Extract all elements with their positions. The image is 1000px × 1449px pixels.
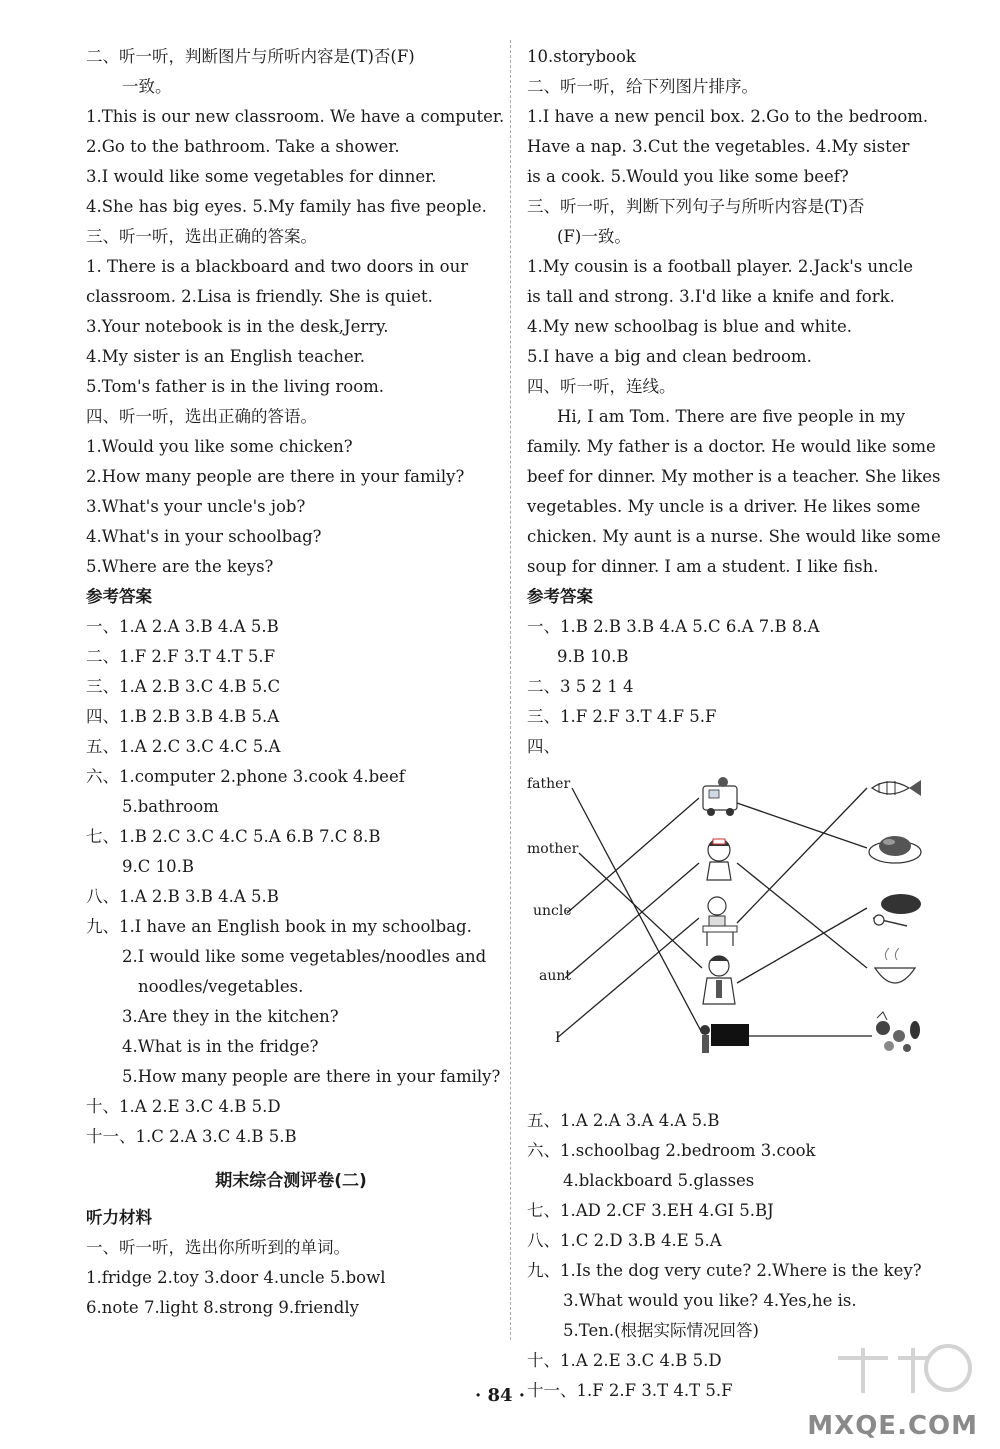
answer-line: 5.How many people are there in your family? <box>122 1067 501 1086</box>
text-line: family. My father is a doctor. He would like some <box>527 437 936 456</box>
answer-line: 一、1.A 2.A 3.B 4.A 5.B <box>86 617 279 636</box>
label-mother: mother <box>527 841 579 857</box>
doctor-picture <box>703 956 735 1004</box>
text-line: 3.Your notebook is in the desk,Jerry. <box>86 317 389 336</box>
answer-line: 三、1.A 2.B 3.C 4.B 5.C <box>86 677 281 696</box>
answer-line: 十、1.A 2.E 3.C 4.B 5.D <box>527 1351 722 1370</box>
answer-line: 5.Ten.(根据实际情况回答) <box>563 1321 759 1340</box>
answer-line: 八、1.A 2.B 3.B 4.A 5.B <box>86 887 279 906</box>
text-line: 5.Tom's father is in the living room. <box>86 377 385 396</box>
text-line: 1.This is our new classroom. We have a computer. <box>86 107 505 126</box>
answer-line: 二、3 5 2 1 4 <box>527 677 634 696</box>
left-column <box>86 42 505 1323</box>
text-line: 6.note 7.light 8.strong 9.friendly <box>86 1298 359 1317</box>
match-line <box>557 918 699 1038</box>
text-line: is a cook. 5.Would you like some beef? <box>527 167 849 186</box>
label-aunt: aunt <box>539 968 572 984</box>
driver-picture <box>703 777 737 816</box>
question-heading: 一、听一听，选出你所听到的单词。 <box>86 1238 350 1257</box>
text-line: 4.My new schoolbag is blue and white. <box>527 317 853 336</box>
text-line: 1.Would you like some chicken? <box>86 437 353 456</box>
listening-material-heading: 听力材料 <box>86 1208 152 1227</box>
answer-line: 3.Are they in the kitchen? <box>122 1007 339 1026</box>
text-line: 10.storybook <box>527 47 636 66</box>
text-line: Hi, I am Tom. There are five people in my <box>557 407 906 426</box>
answer-line: 十、1.A 2.E 3.C 4.B 5.D <box>86 1097 281 1116</box>
text-line: 4.My sister is an English teacher. <box>86 347 365 366</box>
beef-picture <box>873 894 921 926</box>
text-line: vegetables. My uncle is a driver. He likes some <box>527 497 921 516</box>
soup-picture <box>875 948 915 983</box>
label-father: father <box>527 776 571 792</box>
text-line: 1. There is a blackboard and two doors in our <box>86 257 469 276</box>
answer-line: 十一、1.F 2.F 3.T 4.T 5.F <box>527 1381 733 1400</box>
text-line: 4.What's in your schoolbag? <box>86 527 322 546</box>
text-line: Have a nap. 3.Cut the vegetables. 4.My sister <box>527 137 910 156</box>
answer-line: 六、1.computer 2.phone 3.cook 4.beef <box>86 767 405 786</box>
answer-line: 十一、1.C 2.A 3.C 4.B 5.B <box>86 1127 297 1146</box>
fish-picture <box>872 780 921 796</box>
match-line <box>565 863 699 978</box>
text-line: 1.My cousin is a football player. 2.Jack's uncle <box>527 257 914 276</box>
teacher-picture <box>700 1024 749 1053</box>
answer-line: 三、1.F 2.F 3.T 4.F 5.F <box>527 707 717 726</box>
question-heading: 三、听一听，判断下列句子与所听内容是(T)否 <box>527 197 865 216</box>
vegetables-picture <box>876 1012 920 1052</box>
question-heading: 二、听一听，给下列图片排序。 <box>527 77 758 96</box>
answer-line: 四、1.B 2.B 3.B 4.B 5.A <box>86 707 280 726</box>
answer-line: 九、1.I have an English book in my schoolbag. <box>86 917 472 936</box>
text-line: chicken. My aunt is a nurse. She would like some <box>527 527 941 546</box>
answer-line: 六、1.schoolbag 2.bedroom 3.cook <box>527 1141 816 1160</box>
question-heading: 三、听一听，选出正确的答案。 <box>86 227 317 246</box>
question-heading: 四、听一听，连线。 <box>527 377 676 396</box>
right-column <box>527 42 941 1406</box>
text-line: 2.How many people are there in your family? <box>86 467 465 486</box>
section-title: 期末综合测评卷(二) <box>215 1171 367 1191</box>
matching-diagram <box>527 768 947 1098</box>
text-line: 3.What's your uncle's job? <box>86 497 306 516</box>
answer-line: 5.bathroom <box>122 797 219 816</box>
matching-lines <box>527 768 947 1098</box>
answer-line: 八、1.C 2.D 3.B 4.E 5.A <box>527 1231 722 1250</box>
answer-line: 五、1.A 2.C 3.C 4.C 5.A <box>86 737 281 756</box>
match-line <box>737 908 867 983</box>
text-line: is tall and strong. 3.I'd like a knife and fork. <box>527 287 895 306</box>
answer-line: 3.What would you like? 4.Yes,he is. <box>563 1291 857 1310</box>
answer-line: 4.What is in the fridge? <box>122 1037 319 1056</box>
answer-line: 七、1.AD 2.CF 3.EH 4.GI 5.BJ <box>527 1201 774 1220</box>
answer-line: 四、 <box>527 737 560 756</box>
answer-line: 九、1.Is the dog very cute? 2.Where is the key? <box>527 1261 922 1280</box>
text-line: 1.fridge 2.toy 3.door 4.uncle 5.bowl <box>86 1268 386 1287</box>
column-divider <box>510 40 511 1340</box>
match-line <box>737 803 867 848</box>
match-line <box>572 788 702 1033</box>
answer-line: 二、1.F 2.F 3.T 4.T 5.F <box>86 647 276 666</box>
chicken-picture <box>869 836 921 863</box>
label-uncle: uncle <box>533 903 572 919</box>
answer-line: 9.C 10.B <box>122 857 194 876</box>
answer-line: 七、1.B 2.C 3.C 4.C 5.A 6.B 7.C 8.B <box>86 827 381 846</box>
label-i: I <box>555 1030 561 1046</box>
answer-key-heading: 参考答案 <box>527 587 593 606</box>
answer-line: 一、1.B 2.B 3.B 4.A 5.C 6.A 7.B 8.A <box>527 617 820 636</box>
text-line: 1.I have a new pencil box. 2.Go to the bedroom. <box>527 107 929 126</box>
answer-line: 2.I would like some vegetables/noodles and <box>122 947 487 966</box>
text-line: 5.I have a big and clean bedroom. <box>527 347 812 366</box>
match-line <box>737 863 867 968</box>
text-line: classroom. 2.Lisa is friendly. She is quiet. <box>86 287 433 306</box>
text-line: 3.I would like some vegetables for dinner. <box>86 167 437 186</box>
student-picture <box>703 897 737 946</box>
text-line: 5.Where are the keys? <box>86 557 274 576</box>
text-line: 4.She has big eyes. 5.My family has five people. <box>86 197 487 216</box>
text-line: beef for dinner. My mother is a teacher. She likes <box>527 467 941 486</box>
page-number: · 84 · <box>474 1385 526 1406</box>
match-line <box>737 788 867 923</box>
question-heading-cont: 一致。 <box>122 77 172 96</box>
text-line: 2.Go to the bathroom. Take a shower. <box>86 137 400 156</box>
answer-line: 4.blackboard 5.glasses <box>563 1171 755 1190</box>
answer-line: 9.B 10.B <box>557 647 629 666</box>
watermark-text: MXQE.COM <box>807 1411 978 1441</box>
answer-line: noodles/vegetables. <box>138 977 304 996</box>
question-heading: 四、听一听，选出正确的答语。 <box>86 407 317 426</box>
answer-key-heading: 参考答案 <box>86 587 152 606</box>
question-heading: 二、听一听，判断图片与所听内容是(T)否(F) <box>86 47 415 66</box>
question-heading-cont: (F)一致。 <box>557 227 631 246</box>
text-line: soup for dinner. I am a student. I like fish. <box>527 557 879 576</box>
answer-line: 五、1.A 2.A 3.A 4.A 5.B <box>527 1111 720 1130</box>
nurse-picture <box>707 839 731 880</box>
